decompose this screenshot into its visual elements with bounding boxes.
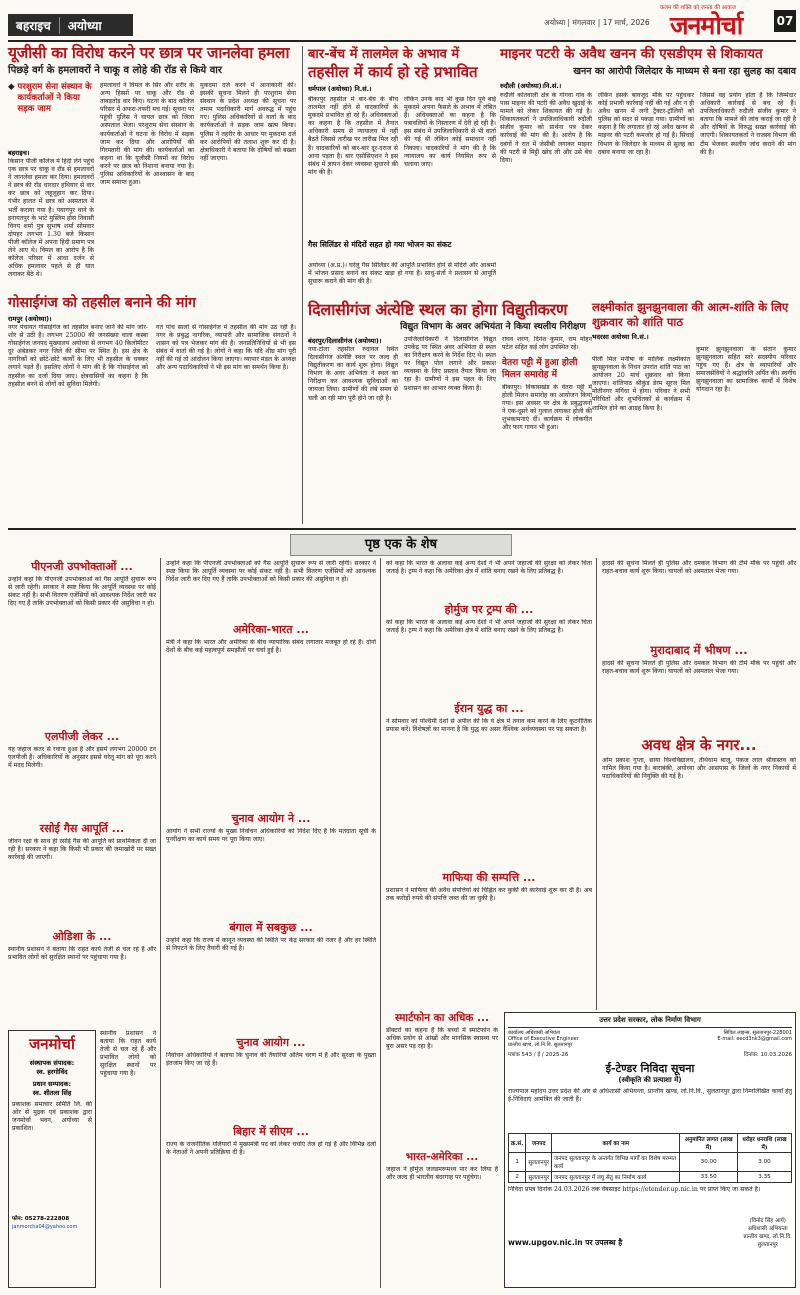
cont-text: यह जहाज कतर से रवाना हुआ है और इसमें लगभग 20000 टन एलपीजी है। अधिकारियों के अनुसार इससे घरेलू मांग को पूरा करने में मदद मिलेगी। (8, 746, 156, 770)
cont-text: स्थानीय प्रशासन ने बताया कि राहत कार्य तेजी से चल रहे हैं और प्रभावित लोगों को सुरक्षित स्थानों पर पहुंचाया गया है। (8, 946, 156, 962)
cont-text: को कहा कि भारत के अलावा कई अन्य देशों ने भी अपने जहाजों की सुरक्षा को लेकर चिंता जताई है। ट्रम्प ने कहा कि अमेरिका क्षेत्र में शांति बनाए रखने के लिए प्रतिबद्ध है। (386, 560, 592, 576)
imprint-role: प्रधान सम्पादक: (32, 1080, 72, 1088)
column-divider (160, 558, 161, 1288)
holi-headline: वेतरा पट्टी में हुआ होली मिलन समारोह में (502, 358, 578, 380)
imprint-phone: फोन: 05278-222808 (12, 1216, 70, 1222)
byline: धर्मपाल (अयोध्या) नि.सं.। (308, 85, 372, 93)
tender-org: उत्तर प्रदेश सरकार, लोक निर्माण विभाग (508, 1016, 792, 1028)
imprint-role: संस्थापक संपादक: (29, 1059, 75, 1067)
story-column: नगर पंचायत गोसाईगंज को तहसील बनाए जाने की मांग जोर-शोर से उठी है। लगभग 25000 की जनसंख्या वाला कस्बा गोसाईगंज जनपद मुख्यालय अयोध्या से लगभग 40 किलोमीटर दूर अंबेडकर नगर जिले की सीमा पर स्थित है। इस क्षेत्र के नागरिकों को छोटे-छोटे कार्यों के लिए भी तहसील के चक्कर लगाने पड़ते हैं। इसलिए लोगों ने मांग की है कि गोसाईगंज को तहसील का दर्जा दिया जाए। क्षेत्रवासियों का कहना है कि तहसील बनने से लोगों को सुविधा मिलेगी। (8, 324, 148, 388)
cont-headline: बंगाल में सबकुछ ... (229, 921, 313, 934)
cont-text: उन्होंने कहा कि राज्य में कानून व्यवस्था की स्थिति पर केंद्र सरकार की नजर है और हर स्थिति से निपटने के लिए तैयारी की गई है। (166, 937, 376, 953)
cont-text: आयोग ने सभी राज्यों के मुख्य निर्वाचन अधिकारियों को निर्देश दिए हैं कि मतदाता सूची के पुनरीक्षण का कार्य समय पर पूरा किया जाए। (166, 828, 376, 844)
tender-title: ई-टेण्डर निविदा सूचना (605, 1062, 695, 1075)
imprint-name: स्व. शीतला सिंह (32, 1089, 72, 1097)
story-column: कुमार झुनझुनवाला के संतान कुमार झुनझुनवाला सहित सारे सदस्यीय परिवार पहुंच गए हैं। क्षेत्र के व्यापारियों और समाजसेवियों ने श्रद्धांजलि अर्पित की। स्वर्गीय झुनझुनवाला का सामाजिक कार्यों में विशेष योगदान रहा है। (696, 346, 796, 394)
region-secondary: अयोध्या (67, 18, 102, 33)
story-column: बीकापुर तहसील में बार-बेंच के बीच तालमेल नहीं होने से वादकारियों के मुकदमे प्रभावित हो रहे हैं। अधिवक्ताओं का कहना है कि तहसील में तैनात अधिकारी समय से न्यायालय में नहीं बैठते जिससे तारीख पर तारीख मिल रही है। वादकारियों को बार-बार दूर-दराज से आना पड़ता है। बार एसोसिएशन ने इस संबंध में ज्ञापन देकर व्यवस्था सुधारने की मांग की है। (308, 96, 398, 176)
cont-headline: ईरान युद्ध का ... (454, 702, 524, 715)
byline: रामपुर (अयोध्या)। (8, 315, 52, 323)
tender-ref: पत्रांक 543 / ई / 2025-26 (508, 1052, 569, 1058)
section-band: पृष्ठ एक के शेष (290, 534, 512, 556)
table-row: 2 सुलतानपुर जनपद सुलतानपुर में लघु सेतु का निर्माण कार्य 33.50 3.35 (509, 1172, 792, 1183)
holi-box (502, 358, 592, 522)
cont-text: ओम प्रकाश गुप्ता, छाया विश्वविद्यालय, तीर्थधाम बाजू, पंकज लाल श्रीवास्तव को नामित किया गया है। बाराबंकी, अयोध्या और आसपास के जिलों के नगर निकायों में पदाधिकारियों की नियुक्ति की गई है। (602, 757, 796, 781)
story-column: हमलावरों ने विमल के सिर और शरीर के अन्य हिस्सों पर चाकू और रॉड से ताबड़तोड़ वार किए। घटना के बाद कॉलेज परिसर में अफरा-तफरी मच गई। सूचना पर पहुंची पुलिस ने घायल छात्र को जिला अस्पताल भेजा। परशुराम सेना संस्थान के कार्यकर्ताओं ने घटना के विरोध में सड़क जाम कर दिया और आरोपियों की गिरफ्तारी की मांग की। कार्यकर्ताओं का कहना था कि यूजीसी नियमों का विरोध करने पर छात्र को निशाना बनाया गया है। पुलिस अधिकारियों के आश्वासन के बाद जाम समाप्त हुआ। (100, 82, 194, 187)
cont-headline: भारत-अमेरिका ... (405, 1151, 479, 1163)
story-minor-mining (500, 46, 796, 296)
tender-signature: (विनोद सिंह आर्य) अधिशासी अभियन्ता प्रान्तीय खण्ड, लो.नि.वि. सुलतानपुर (743, 1218, 792, 1248)
cont-headline: ओडिशा के ... (52, 930, 112, 943)
subhead: खनन का आरोपी जिलेदार के माध्यम से बना रहा सुलह का दबाव (573, 66, 796, 77)
cont-text: हादसे की सूचना मिलते ही पुलिस और दमकल विभाग की टीमें मौके पर पहुंचीं और राहत-बचाव कार्य शुरू किया। घायलों को अस्पताल भेजा गया। (602, 560, 796, 576)
imprint-brand: जनमोर्चा (29, 1035, 75, 1053)
cont-column-4 (602, 560, 796, 1010)
tender-website[interactable]: www.upgov.nic.in पर उपलब्ध है (508, 1238, 623, 1247)
tender-notice (504, 1012, 796, 1288)
story-column: रुदौली कोतवाली क्षेत्र के गोगवा गांव के पास माइनर की पटरी की अवैध खुदाई के मामले को लेकर शिकायत की गई है। शिकायतकर्ता ने उपजिलाधिकारी रुदौली संजीव कुमार को प्रार्थना पत्र देकर कार्रवाई की मांग की है। आरोप है कि दबंगों ने रात में जेसीबी लगाकर माइनर की पटरी से मिट्टी खोद ली और उसे बेच दिया। (500, 92, 592, 164)
headline: लक्ष्मीकांत झुनझुनवाला की आत्म-शांति के लिए शुक्रवार को शांति पाठ (592, 300, 789, 329)
subhead: विद्युत विभाग के अवर अभियंता ने किया स्थलीय निरीक्षण (400, 322, 586, 332)
column-divider (596, 558, 597, 1010)
tender-footer: निविदा प्रपत्र दिनांक 24.03.2026 तक वेबसाइट https://etender.up.nic.in पर प्राप्त किए जा सकते हैं। (508, 1186, 761, 1193)
headline: गोसाईगंज को तहसील बनाने की मांग (8, 295, 196, 311)
story-shanti-path (592, 300, 796, 526)
imprint-email: janmorcha04@yahoo.com (12, 1224, 78, 1230)
cont-column-2 (166, 560, 376, 1288)
region-primary: बहराइच (8, 17, 60, 34)
column-divider (302, 46, 303, 524)
cont-headline: बिहार में सीएम ... (233, 1125, 309, 1138)
cont-column-3b (386, 1012, 498, 1288)
bullet-box (8, 82, 94, 115)
story-column: मुकदमा दर्ज करने में आनाकानी की। इसकी सूचना मिलने ही परशुराम सेना संस्थान के प्रदेश अध्यक्ष की सूचना पर तमाम पदाधिकारी मार्ग अवरुद्ध में पहुंच गए। पुलिस अधिकारियों से वार्ता के बाद कार्यकर्ताओं ने सड़क जाम खत्म किया। पुलिस ने तहरीर के आधार पर मुकदमा दर्ज कर आरोपियों की तलाश शुरू कर दी है। क्षेत्राधिकारी ने बताया कि दोषियों को बख्शा नहीं जाएगा। (200, 82, 296, 162)
bullet-icon: ◆ (8, 82, 15, 92)
byline: बहराइच। (8, 149, 30, 157)
cont-text: जहाज ने होर्मुज जलडमरूमध्य पार कर लिया है और जल्द ही भारतीय बंदरगाह पर पहुंचेगा। (386, 1166, 498, 1182)
column-divider (380, 558, 381, 1288)
story-column: उपजिलाधिकारी ने दिलासीगंज विद्युत उपकेंद्र पर स्थित अवर अभियंता से स्थल का निरीक्षण करने के निर्देश दिए थे। स्थल पर विद्युत पोल लगाने और प्रकाश व्यवस्था के लिए प्रस्ताव तैयार किया जा रहा है। ग्रामीणों ने इस पहल के लिए प्रशासन का आभार व्यक्त किया है। (404, 336, 496, 392)
cont-headline: अमेरिका-भारत ... (233, 623, 309, 636)
story-column: लेकिन उनके बाद भी कुछ दिन पूर्व बाई मुकदमे अपना फैसले के अभाव में लंबित हैं। अधिवक्ताओं का कहना है कि पत्रावलियों के निस्तारण में देरी हो रही है। इस संबंध में उपजिलाधिकारी से भी वार्ता की गई थी लेकिन कोई समाधान नहीं निकला। वादकारियों ने मांग की है कि न्यायालय का कार्य नियमित रूप से चलाया जाए। (404, 96, 496, 168)
section-rule (8, 528, 796, 530)
region-tab (8, 14, 133, 36)
masthead (0, 0, 800, 48)
story-column: नया-टोला तहसील रुदावल स्थित दिलासीगंज अंत्येष्टि स्थल पर जल्द ही विद्युतीकरण का कार्य शुरू होगा। विद्युत विभाग के अवर अभियंता ने स्थल का निरीक्षण कर आवश्यक सुविधाओं का जायजा लिया। ग्रामीणों की लंबे समय से चली आ रही मांग पूरी होने जा रही है। (308, 346, 398, 402)
cont-text: उन्होंने कहा कि पीएनजी उपभोक्ताओं को गैस आपूर्ति सुचारू रूप से जारी रहेगी। सरकार ने स्पष्ट किया कि आपूर्ति व्यवस्था पर कोई संकट नहीं है। सभी वितरण एजेंसियों को आवश्यक निर्देश जारी कर दिए गए हैं ताकि उपभोक्ताओं को किसी प्रकार की असुविधा न हो। (166, 560, 376, 584)
headline-line2: तहसील में कार्य हो रहे प्रभावित (308, 63, 478, 81)
cont-text: राज्य के राजनीतिक गलियारों में मुख्यमंत्री पद को लेकर चर्चाएं तेज हो गई हैं और विभिन्न दलों के नेताओं ने अपनी प्रतिक्रिया दी है। (166, 1141, 376, 1157)
cont-text: जीवन रक्षा के साथ ही रसोई गैस की आपूर्ति को प्राथमिकता दी जा रही है। सरकार ने कहा कि किसी भी प्रकार की जमाखोरी पर सख्त कार्रवाई की जाएगी। (8, 838, 156, 862)
tender-header-row: क्र.सं. जनपद कार्य का नाम अनुमानित लागत (लाख में) धरोहर धनराशि (लाख में) (509, 1134, 792, 1153)
cont-headline: अवध क्षेत्र के नगर... (641, 736, 757, 754)
cont-headline: पीएनजी उपभोक्ताओं ... (31, 560, 133, 573)
story-gosaiganj (8, 294, 298, 524)
holi-text: बीकापुर। विकासखंड के वेतरा पट्टी में होली मिलन समारोह का आयोजन किया गया। इस अवसर पर क्षेत्र के प्रबुद्धजनों ने एक-दूसरे को गुलाल लगाकर होली की शुभकामनाएं दीं। कार्यक्रम में लोकगीत और फाग गायन भी हुआ। (502, 384, 592, 432)
cont-headline: रसोई गैस आपूर्ति ... (39, 822, 125, 835)
subhead: पिछड़े वर्ग के हमलावरों ने चाकू व लोहे की रॉड से किये वार (8, 65, 222, 76)
story-column: किसान पीजी कॉलेज में हिंदी लेने पहुंचे एक छात्र पर चाकू व रॉड से हमलावरों ने जानलेवा हमला कर दिया। हमलावरों ने छात्र की रॉड धारदार हथियार से वार कर छात्र को लहूलुहान कर दिया। गंभीर हालत में छात्र को अस्पताल में भर्ती कराया गया है। पयागपुर थाने के इनायतपुर के भाटे मुस्लिम होस निवासी विनय शर्मा पुत्र सुभाष शर्मा सोमवार दोपहर लगभग 1.30 बजे किसान पीजी कॉलेज में अपना हिंदी प्रमाण पत्र लेने आए थे। विमल का आरोप है कि कॉलेज परिसर में आधा दर्जन से अधिक हमलावर पहले से ही घात लगाकर बैठे थे। (8, 158, 94, 279)
brand-logo: जनमोर्चा (670, 11, 743, 40)
cont-headline: होर्मुज पर ट्रम्प की ... (444, 603, 534, 616)
cont-column-1 (8, 560, 156, 1030)
tender-office: कार्यालय अधिशासी अभियंता Office of Executive Engineer प्रान्तीय खण्ड, लो.नि.वि. सुलतानपुर (508, 1030, 579, 1048)
byline: भदरसा अयोध्या नि.सं.। (592, 333, 649, 341)
cont-column-1b (100, 1030, 156, 1288)
cont-text: डॉक्टरों का कहना है कि बच्चों में स्मार्टफोन के अधिक प्रयोग से आंखों और मानसिक स्वास्थ्य पर बुरा असर पड़ रहा है। (386, 1027, 498, 1051)
byline: बंदरपुर/दिलासीगंज (अयोध्या)। (308, 337, 382, 345)
story-bar-bench (308, 46, 496, 296)
cont-headline: माफिया की सम्पत्ति ... (442, 871, 536, 884)
date-line: अयोध्या | मंगलवार | 17 मार्च, 2026 (544, 18, 650, 27)
cont-text: स्थानीय प्रशासन ने बताया कि राहत कार्य तेजी से चल रहे हैं और प्रभावित लोगों को सुरक्षित स्थानों पर पहुंचाया गया है। (100, 1030, 156, 1078)
tagline: कलम की शक्ति को जनता की आवाज (660, 5, 736, 11)
cont-headline: चुनाव आयोग ... (236, 1036, 306, 1049)
tender-subtitle: (स्वीकृति की प्रत्याशा में) (618, 1076, 682, 1084)
headline: दिलासीगंज अंत्येष्टि स्थल का होगा विद्युतीकरण (308, 300, 568, 319)
tender-body: राज्यपाल महोदय उत्तर प्रदेश की ओर से अधिशासी अभियन्ता, प्रान्तीय खण्ड, लो.नि.वि., सुलतानपुर द्वारा निम्नलिखित कार्यों हेतु ई-निविदाएं आमंत्रित की जाती हैं। (508, 1088, 792, 1104)
imprint-name: स्व. हरगोविंद (36, 1068, 68, 1076)
story-column: अयोध्या (अ.प्र.)। घरेलू गैस सिलिंडर की आपूर्ति प्रभावित होने से मंदिरों और आश्रमों में भोजन प्रसाद बनाने का संकट खड़ा हो गया है। साधु-संतों ने प्रशासन से आपूर्ति सुचारू कराने की मांग की है। (308, 262, 496, 286)
tender-contact: सिविल लाइन्स, सुलतानपुर-228001 E-mail: eecd3nk3@gmail.com (717, 1030, 792, 1042)
byline: रुदौली (अयोध्या)।नि.सं.। (500, 82, 562, 90)
tender-date: दिनांक: 10.03.2026 (743, 1052, 792, 1058)
story-column: राघव शरण, दिनेश कुमार, राम मोहन पटेल सहित कई लोग उपस्थित रहे। (502, 336, 592, 352)
headline: बार-बेंच में तालमेल के अभाव में (308, 47, 460, 62)
table-row: 1 सुलतानपुर जनपद सुलतानपुर के अन्तर्गत विभिन्न मार्गों का विशेष मरम्मत कार्य 30.00 3.00 (509, 1153, 792, 1172)
masthead-rule (8, 40, 796, 42)
story-column: लेकिन इसके बावजूद मौके पर पहुंचकर कोई प्रभावी कार्रवाई नहीं की गई और न ही अवैध खनन में लगी ट्रैक्टर-ट्रॉलियों को पुलिस को सदर से पकड़ा गया। ग्रामीणों का कहना है कि लगातार हो रहे अवैध खनन से माइनर की पटरी कमजोर हो गई है। सिंचाई विभाग के जिलेदार के माध्यम से सुलह का दबाव बनाया जा रहा है। (598, 92, 694, 156)
cont-headline: चुनाव आयोग ने ... (231, 812, 311, 825)
cont-text: ने सोमवार को पश्चिमी देशों से अपील की कि वे क्षेत्र में तनाव कम करने के लिए कूटनीतिक प्रयास करें। विशेषज्ञों का मानना है कि युद्ध का असर वैश्विक अर्थव्यवस्था पर पड़ सकता है। (386, 718, 592, 734)
cont-text: निर्वाचन अधिकारियों ने बताया कि चुनाव की तैयारियां अंतिम चरण में हैं और सुरक्षा के पुख्ता इंतजाम किए जा रहे हैं। (166, 1052, 376, 1068)
story-column: जिससे वह प्रयोग होता है कि जिम्मेदार अधिकारी कार्रवाई से बच रहे हैं। उपजिलाधिकारी रुदौली संजीव कुमार ने बताया कि मामले की जांच कराई जा रही है और दोषियों के विरुद्ध सख्त कार्रवाई की जाएगी। शिकायतकर्ता ने राजस्व विभाग की टीम भेजकर स्थलीय जांच कराने की मांग की है। (700, 92, 796, 156)
cont-text: मंत्री ने कहा कि भारत और अमेरिका के बीच व्यापारिक संबंध लगातार मजबूत हो रहे हैं। दोनों देशों के बीच कई महत्वपूर्ण समझौतों पर चर्चा हुई है। (166, 639, 376, 655)
cont-headline: एलपीजी लेकर ... (44, 730, 120, 743)
cont-text: प्रशासन ने माफिया की अवैध संपत्तियों को चिह्नित कर कुर्की की कार्रवाई शुरू कर दी है। अब तक करोड़ों रुपये की संपत्ति जब्त की जा चुकी है। (386, 887, 592, 903)
cont-text: हादसे की सूचना मिलते ही पुलिस और दमकल विभाग की टीमें मौके पर पहुंचीं और राहत-बचाव कार्य शुरू किया। घायलों को अस्पताल भेजा गया। (602, 660, 796, 676)
headline: माइनर पटरी के अवैध खनन की एसडीएम से शिकायत (500, 46, 763, 62)
story-column: गत पांच सालों से गोसाईगंज में तहसील की मांग उठ रही है। नगर के प्रबुद्ध नागरिक, व्यापारी और सामाजिक संगठनों ने शासन को पत्र भेजकर मांग की है। जनप्रतिनिधियों से भी इस संबंध में वार्ता की गई है। लोगों ने कहा कि यदि शीघ्र मांग पूरी नहीं की गई तो आंदोलन किया जाएगा। व्यापार मंडल के अध्यक्ष और अन्य पदाधिकारियों ने भी इस मांग का समर्थन किया है। (156, 324, 296, 372)
tender-table (508, 1133, 792, 1183)
page-number: 07 (774, 10, 796, 32)
cont-column-3 (386, 560, 592, 1010)
story-column: पीली मिल मनीषा के मालिक लक्ष्मीकांत झुनझुनवाला के निधन उपरांत शांति पाठ का आयोजन 20 मार्च शुक्रवार को किया जाएगा। शांतिपाठ श्रीकुंड डेरम सूरज मिल मोतीनगर मंगिंधा में होगा। परिवार ने सभी परिचितों और शुभचिंतकों से कार्यक्रम में शामिल होने का आग्रह किया है। (592, 356, 690, 412)
headline: यूजीसी का विरोध करने पर छात्र पर जानलेवा हमला (8, 44, 290, 62)
cont-text: उन्होंने कहा कि पीएनजी उपभोक्ताओं को गैस आपूर्ति सुचारू रूप से जारी रहेगी। सरकार ने स्पष्ट किया कि आपूर्ति व्यवस्था पर कोई संकट नहीं है। सभी वितरण एजेंसियों को आवश्यक निर्देश जारी कर दिए गए हैं ताकि उपभोक्ताओं को किसी प्रकार की असुविधा न हो। (8, 576, 156, 608)
cont-headline: स्मार्टफोन का अधिक ... (395, 1012, 489, 1024)
story-ugc-attack (8, 44, 298, 292)
cont-headline: मुरादाबाद में भीषण ... (650, 643, 748, 657)
subhead: गैस सिलिंडर से मंदिरों सहत हो गया भोजन का संकट (308, 240, 452, 249)
imprint-text: प्रकाशक समाचार समिति लि. की ओर से मुद्रक एवं प्रकाशक द्वारा जनमोर्चा भवन, अयोध्या से प्रकाशित। (12, 1101, 92, 1133)
imprint-box (8, 1030, 96, 1288)
cont-text: को कहा कि भारत के अलावा कई अन्य देशों ने भी अपने जहाजों की सुरक्षा को लेकर चिंता जताई है। ट्रम्प ने कहा कि अमेरिका क्षेत्र में शांति बनाए रखने के लिए प्रतिबद्ध है। (386, 619, 592, 635)
bullet-text: परशुराम सेना संस्थान के कार्यकर्ताओं ने किया सड़क जाम (17, 82, 92, 114)
